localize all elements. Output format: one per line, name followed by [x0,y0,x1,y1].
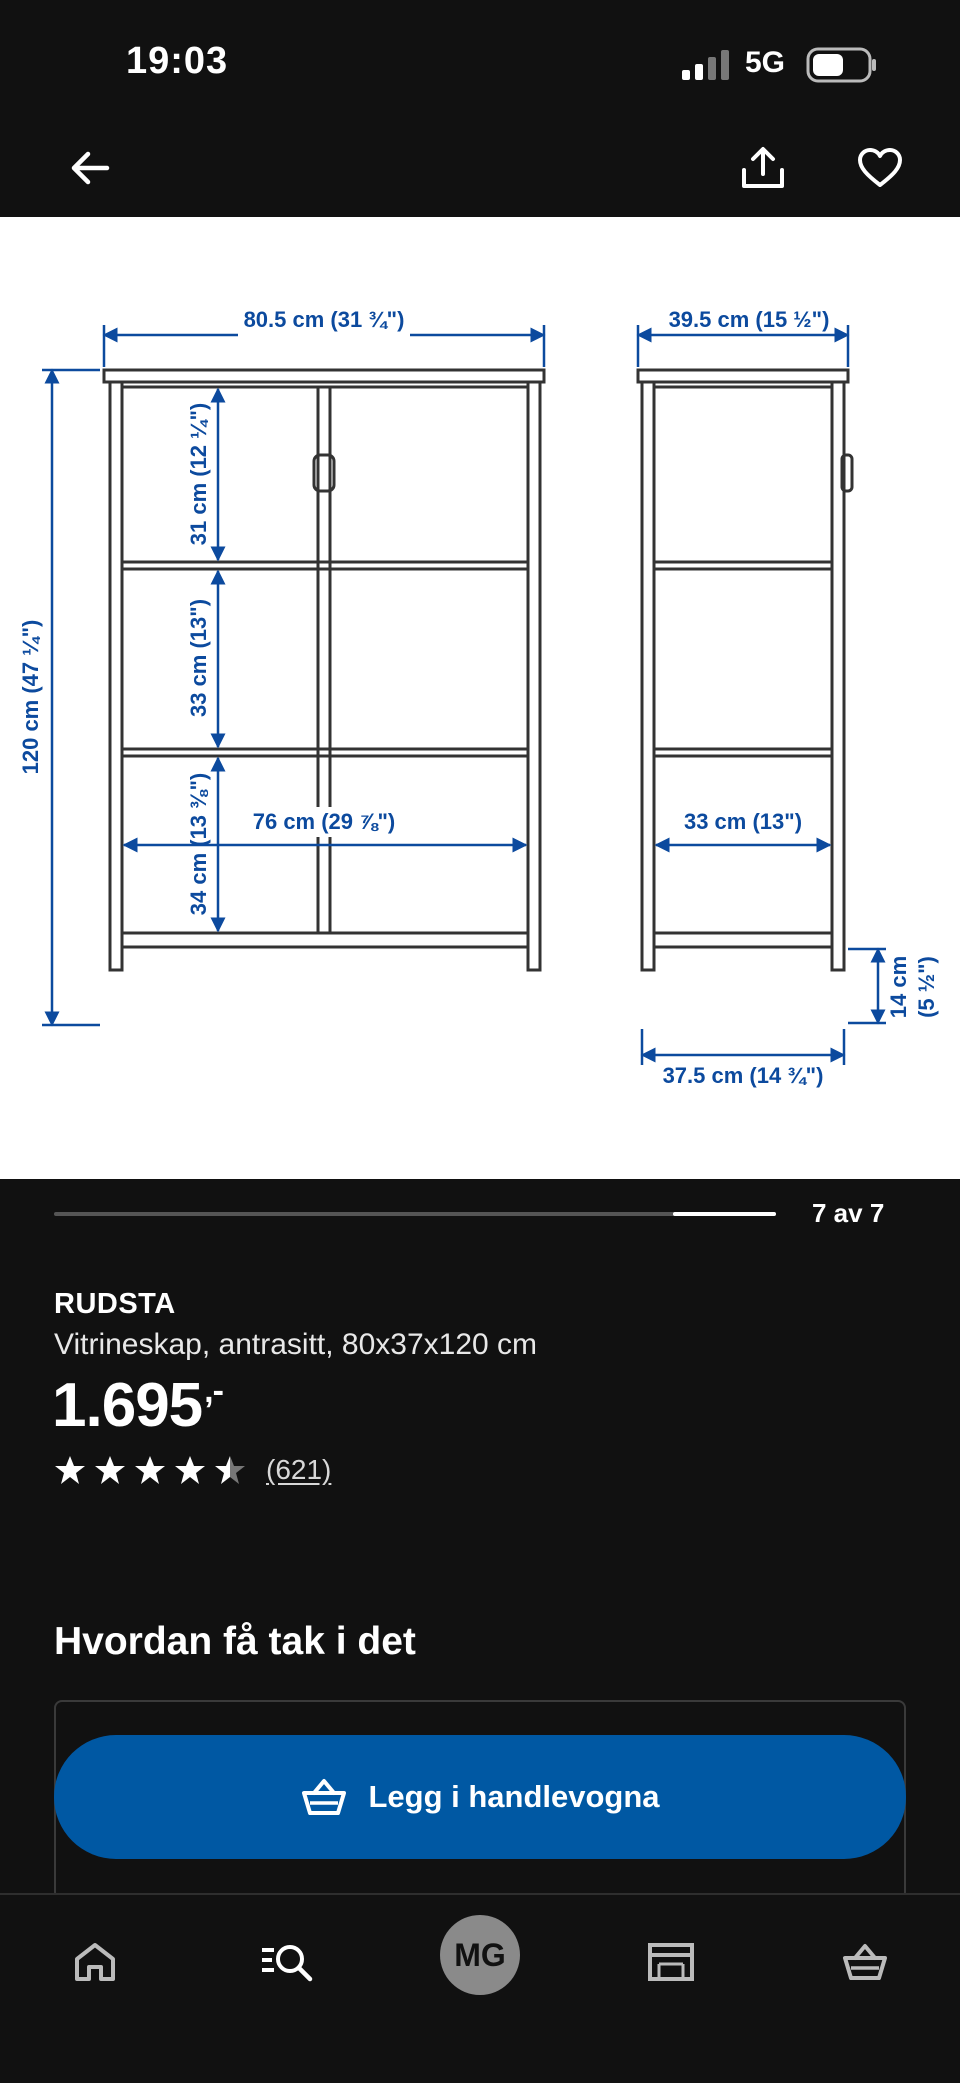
shelf-bottom-height-label: 34 cm (13 ⅜") [186,772,211,916]
tab-search[interactable] [252,1927,322,1997]
product-price [52,1370,223,1441]
tab-stores[interactable] [636,1927,706,1997]
cabinet-side-drawing [638,370,852,970]
rating-star-icon [174,1454,206,1486]
dimension-lines [42,325,886,1065]
add-to-cart-button[interactable] [54,1735,906,1859]
home-icon [73,1941,117,1983]
inner-depth-label: 33 cm (13") [683,809,803,834]
leg-height-label-line1: 14 cm [886,955,911,1019]
fulfillment-title: Hvordan få tak i det [54,1620,416,1663]
bottom-tab-bar [0,1893,960,2083]
product-name: RUDSTA [54,1288,176,1320]
carousel-counter: 7 av 7 [812,1198,885,1228]
review-count-link[interactable]: (621) [266,1454,332,1485]
tab-cart[interactable] [830,1927,900,1997]
inner-width-label: 76 cm (29 ⅞") [252,809,396,834]
rating-star-icon [54,1454,86,1486]
status-time: 19:03 [126,40,229,82]
carousel-progress-fill [673,1212,776,1216]
price-value: 1.695 [52,1371,203,1440]
side-depth-top-label: 39.5 cm (15 ½") [668,307,830,332]
leg-height-label-line2: (5 ½") [914,956,939,1018]
add-to-cart-label: Legg i handlevogna [368,1779,660,1814]
network-type: 5G [745,46,786,79]
heart-icon [857,147,903,189]
signal-icon [680,50,732,82]
tab-home[interactable] [60,1927,130,1997]
product-description: Vitrineskap, antrasitt, 80x37x120 cm [54,1328,538,1361]
back-arrow-icon [69,147,111,189]
share-icon [739,144,787,192]
product-image[interactable] [0,217,960,1179]
search-list-icon [260,1942,314,1982]
store-icon [647,1942,695,1982]
back-button[interactable] [60,138,120,198]
basket-icon [841,1942,889,1982]
front-width-label: 80.5 cm (31 ¾") [243,307,405,332]
cabinet-front-drawing [104,370,544,970]
rating-star-icon [94,1454,126,1486]
price-suffix: ,- [204,1372,223,1410]
status-bar [0,0,960,120]
battery-icon [806,46,878,84]
top-nav-bar [0,120,960,217]
rating-star-icon [214,1454,246,1486]
share-button[interactable] [733,138,793,198]
dimension-drawing [0,217,960,1179]
product-rating[interactable] [54,1454,331,1486]
shelf-top-height-label: 31 cm (12 ¼") [186,402,211,546]
basket-icon [300,1777,348,1817]
rating-stars [54,1454,246,1486]
avatar: MG [454,1936,506,1973]
shelf-middle-height-label: 33 cm (13") [186,598,211,718]
rating-star-icon [134,1454,166,1486]
side-depth-bottom-label: 37.5 cm (14 ¾") [662,1063,824,1088]
tab-profile[interactable] [440,1915,520,1995]
favorite-button[interactable] [850,138,910,198]
total-height-label: 120 cm (47 ¼") [18,619,43,775]
carousel-progress [54,1212,776,1216]
